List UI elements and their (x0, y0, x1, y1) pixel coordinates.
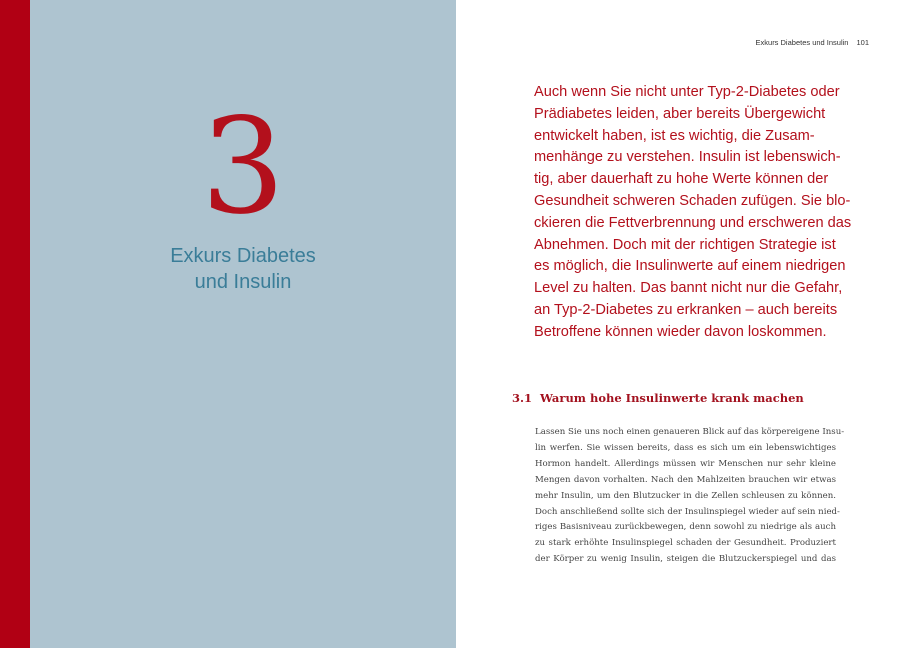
intro-line: entwickelt haben, ist es wichtig, die Zusam- (534, 127, 815, 144)
body-line: Hormon handelt. Allerdings müssen wir Menschen nur sehr kleine (535, 458, 836, 469)
intro-line: es möglich, die Insulinwerte auf einem niedrigen (534, 258, 846, 275)
intro-line: Level zu halten. Das bannt nicht nur die Gefahr, (534, 280, 843, 297)
body-line: Lassen Sie uns noch einen genaueren Blick auf das körpereigene Insu- (535, 427, 845, 437)
chapter-title-line: Exkurs Diabetes (170, 245, 316, 267)
intro-line: Abnehmen. Doch mit der richtigen Strategie ist (534, 236, 836, 253)
intro-line: an Typ-2-Diabetes zu erkranken – auch bereits (534, 301, 838, 318)
chapter-title-line: und Insulin (194, 271, 292, 293)
section-number: 3.1 (512, 391, 533, 405)
intro-line: Betroffene können wieder davon loskommen. (534, 323, 827, 340)
intro-line: Prädiabetes leiden, aber bereits Übergewicht (534, 105, 826, 122)
page-number: 101 (856, 38, 869, 47)
body-line: der Körper zu wenig Insulin, steigen die Blutzuckerspiegel und das (535, 554, 836, 565)
chapter-number: 3 (201, 90, 285, 244)
intro-line: Auch wenn Sie nicht unter Typ-2-Diabetes oder (534, 84, 840, 100)
intro-line: tig, aber dauerhaft zu hohe Werte können der (534, 171, 829, 188)
body-line: zu stark erhöhte Insulinspiegel schaden der Gesundheit. Produziert (535, 538, 836, 549)
intro-line: menhänge zu verstehen. Insulin ist lebenswich- (534, 149, 841, 166)
running-head (756, 38, 869, 47)
chapter-opener-panel (30, 0, 456, 648)
section-heading (512, 391, 804, 405)
body-line: riges Basisniveau zurückbewegen, denn sowohl zu niedrige als auch (535, 522, 836, 533)
intro-line: ckieren die Fettverbrennung und erschweren das (534, 214, 852, 231)
body-paragraph (535, 425, 845, 568)
body-line: Doch anschließend sollte sich der Insulinspiegel wieder auf sein nied- (535, 506, 840, 517)
body-line: mehr Insulin, um den Blutzucker in die Zellen schleusen zu können. (535, 490, 836, 501)
section-title: Warum hohe Insulinwerte krank machen (540, 391, 804, 405)
running-head-title: Exkurs Diabetes und Insulin (755, 38, 849, 47)
body-line: lin werfen. Sie wissen bereits, dass es sich um ein lebenswichtiges (535, 442, 836, 453)
intro-paragraph (534, 82, 850, 344)
chapter-title (30, 243, 456, 295)
intro-line: Gesundheit schweren Schaden zufügen. Sie blo- (534, 192, 851, 209)
red-edge-strip (0, 0, 30, 648)
body-line: Mengen davon vorhalten. Nach den Mahlzeiten brauchen wir etwas (535, 474, 836, 485)
